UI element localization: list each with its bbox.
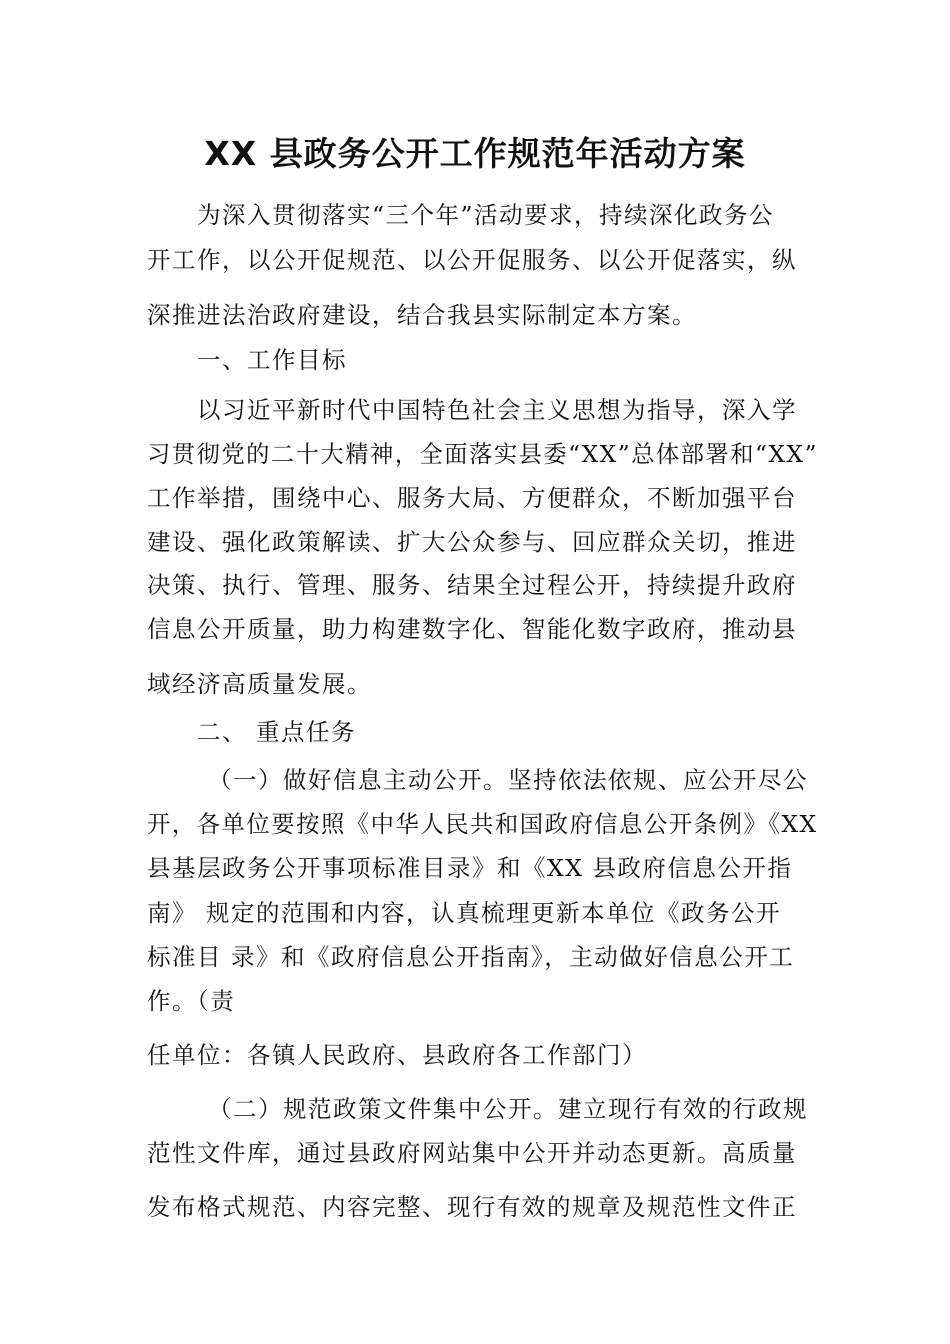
paragraph-line: 习贯彻党的二十大精神，全面落实县委“XX”总体部署和“XX” <box>147 440 818 468</box>
paragraph-line: （二）规范政策文件集中公开。建立现行有效的行政规 <box>208 1095 808 1123</box>
paragraph-line: 工作举措，围绕中心、服务大局、方便群众，不断加强平台 <box>147 484 797 512</box>
paragraph-line: 信息公开质量，助力构建数字化、智能化数字政府，推动县 <box>147 615 797 643</box>
paragraph-line: 为深入贯彻落实“三个年”活动要求，持续深化政务公 <box>197 201 775 229</box>
paragraph-line: 以习近平新时代中国特色社会主义思想为指导，深入学 <box>197 396 797 424</box>
paragraph-line: 决策、执行、管理、服务、结果全过程公开，持续提升政府 <box>147 571 797 599</box>
section-heading: 二、 重点任务 <box>197 718 356 746</box>
paragraph-line: 县基层政务公开事项标准目录》和《XX 县政府信息公开指 <box>147 854 793 882</box>
paragraph-line: 开，各单位要按照《中华人民共和国政府信息公开条例》《XX <box>147 810 818 838</box>
paragraph-line: 作。（责 <box>147 987 236 1015</box>
paragraph-line: 南》 规定的范围和内容，认真梳理更新本单位《政务公开 <box>147 899 781 927</box>
paragraph-line: （一）做好信息主动公开。坚持依法依规、应公开尽公 <box>208 766 808 794</box>
document-title: XX 县政务公开工作规范年活动方案 <box>204 134 746 173</box>
paragraph-line: 深推进法治政府建设，结合我县实际制定本方案。 <box>147 301 697 329</box>
paragraph-line: 开工作，以公开促规范、以公开促服务、以公开促落实，纵 <box>147 246 797 274</box>
paragraph-line: 范性文件库，通过县政府网站集中公开并动态更新。高质量 <box>147 1139 797 1167</box>
paragraph-line: 标准目 录》和《政府信息公开指南》，主动做好信息公开工 <box>147 943 795 971</box>
paragraph-line: 建设、强化政策解读、扩大公众参与、回应群众关切，推进 <box>147 528 797 556</box>
section-heading: 一、工作目标 <box>197 346 347 374</box>
paragraph-line: 域经济高质量发展。 <box>147 670 372 698</box>
paragraph-line: 任单位：各镇人民政府、县政府各工作部门） <box>147 1041 647 1069</box>
paragraph-line: 发布格式规范、内容完整、现行有效的规章及规范性文件正 <box>147 1193 797 1221</box>
